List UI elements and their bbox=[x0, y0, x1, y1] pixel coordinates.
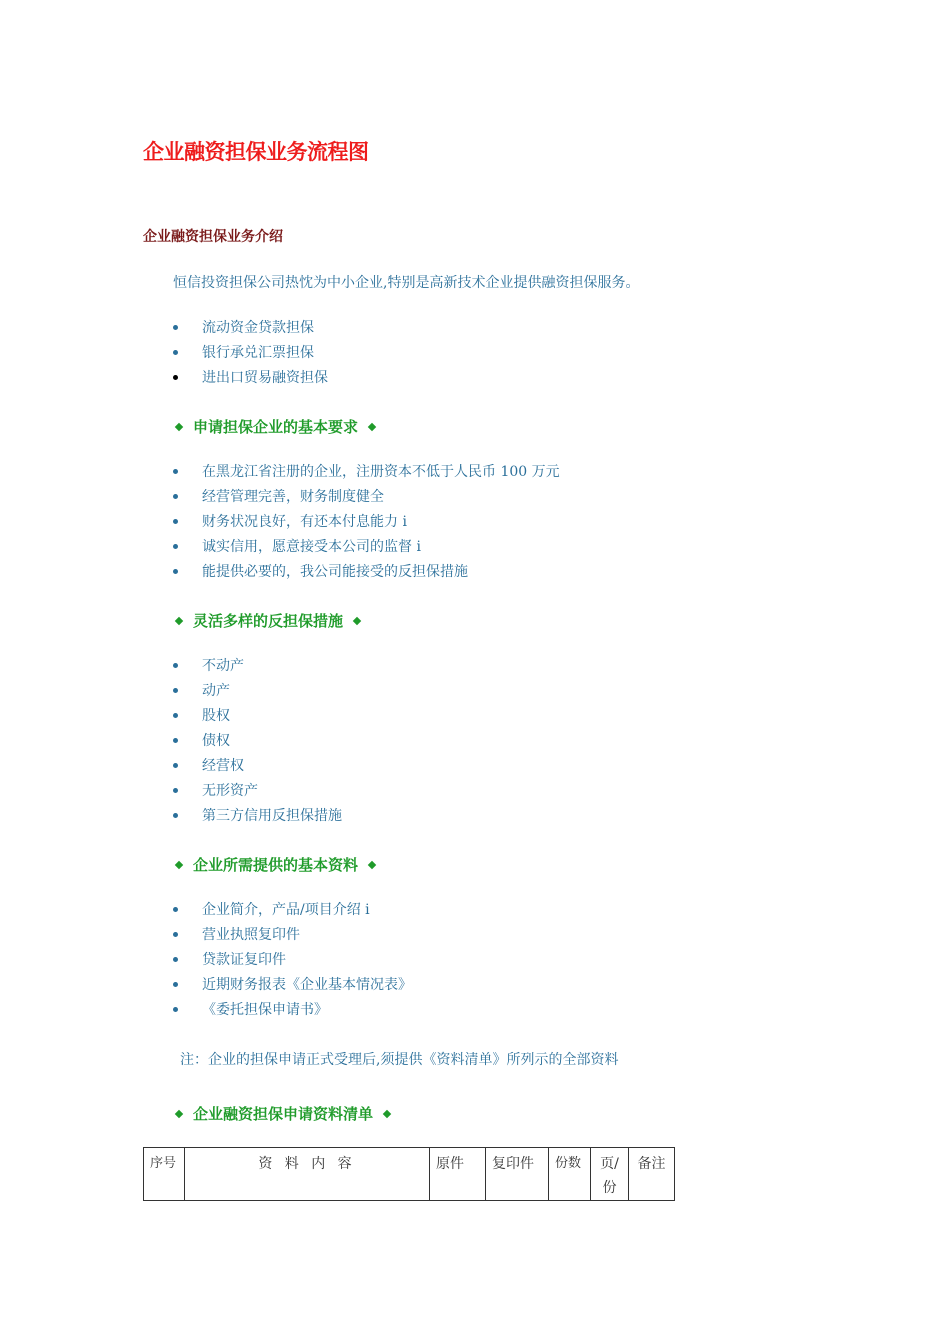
bullet-icon bbox=[173, 907, 178, 912]
diamond-icon bbox=[175, 422, 183, 430]
bullet-icon bbox=[173, 519, 178, 524]
bullet-icon bbox=[173, 544, 178, 549]
bullet-icon bbox=[173, 957, 178, 962]
bullet-icon bbox=[173, 325, 178, 330]
bullet-icon bbox=[173, 788, 178, 793]
list-item: 经营管理完善，财务制度健全 bbox=[171, 487, 560, 512]
list-item: 近期财务报表《企业基本情况表》 bbox=[171, 975, 412, 1000]
list-item: 第三方信用反担保措施 bbox=[171, 806, 342, 831]
bullet-icon bbox=[173, 375, 178, 380]
bullet-icon bbox=[173, 663, 178, 668]
note-text: 注：企业的担保申请正式受理后,须提供《资料清单》所列示的全部资料 bbox=[180, 1052, 619, 1068]
bullet-icon bbox=[173, 1007, 178, 1012]
list-item: 经营权 bbox=[171, 756, 342, 781]
bullet-icon bbox=[173, 982, 178, 987]
header-cell-pages: 页/份 bbox=[591, 1148, 629, 1201]
diamond-icon bbox=[175, 616, 183, 624]
diamond-icon bbox=[383, 1109, 391, 1117]
bullet-icon bbox=[173, 494, 178, 499]
bullet-icon bbox=[173, 763, 178, 768]
list-item: 《委托担保申请书》 bbox=[171, 1000, 412, 1025]
list-item: 不动产 bbox=[171, 656, 342, 681]
section-heading-checklist: 企业融资担保申请资料清单 bbox=[176, 1103, 390, 1124]
diamond-icon bbox=[368, 422, 376, 430]
list-item: 股权 bbox=[171, 706, 342, 731]
bullet-icon bbox=[173, 813, 178, 818]
bullet-icon bbox=[173, 469, 178, 474]
list-item: 营业执照复印件 bbox=[171, 925, 412, 950]
list-item: 能提供必要的，我公司能接受的反担保措施 bbox=[171, 562, 560, 587]
header-cell-remarks: 备注 bbox=[629, 1148, 675, 1201]
diamond-icon bbox=[368, 860, 376, 868]
list-item: 企业简介，产品/项目介绍 i bbox=[171, 900, 412, 925]
list-item: 在黑龙江省注册的企业，注册资本不低于人民币 100 万元 bbox=[171, 462, 560, 487]
diamond-icon bbox=[175, 860, 183, 868]
list-item: 流动资金贷款担保 bbox=[171, 318, 328, 343]
header-cell-copy: 复印件 bbox=[486, 1148, 549, 1201]
section-heading-requirements: 申请担保企业的基本要求 bbox=[176, 416, 375, 437]
intro-paragraph: 恒信投资担保公司热忱为中小企业,特别是高新技术企业提供融资担保服务。 bbox=[173, 275, 640, 291]
materials-checklist-table bbox=[143, 1147, 675, 1201]
list-item: 贷款证复印件 bbox=[171, 950, 412, 975]
document-title: 企业融资担保业务流程图 bbox=[143, 140, 369, 164]
bullet-icon bbox=[173, 713, 178, 718]
list-item: 无形资产 bbox=[171, 781, 342, 806]
section-heading-materials: 企业所需提供的基本资料 bbox=[176, 854, 375, 875]
list-item: 财务状况良好，有还本付息能力 i bbox=[171, 512, 560, 537]
list-item: 债权 bbox=[171, 731, 342, 756]
header-cell-index: 序号 bbox=[144, 1148, 185, 1201]
diamond-icon bbox=[175, 1109, 183, 1117]
header-cell-content: 资 料 内 容 bbox=[185, 1148, 430, 1201]
list-item: 动产 bbox=[171, 681, 342, 706]
section-heading-counter-guarantee: 灵活多样的反担保措施 bbox=[176, 610, 360, 631]
header-cell-copies: 份数 bbox=[549, 1148, 591, 1201]
bullet-icon bbox=[173, 350, 178, 355]
header-cell-original: 原件 bbox=[430, 1148, 486, 1201]
list-item: 诚实信用，愿意接受本公司的监督 i bbox=[171, 537, 560, 562]
requirements-list bbox=[171, 462, 560, 587]
services-list bbox=[171, 318, 328, 393]
bullet-icon bbox=[173, 569, 178, 574]
diamond-icon bbox=[353, 616, 361, 624]
counter-guarantee-list bbox=[171, 656, 342, 831]
list-item: 进出口贸易融资担保 bbox=[171, 368, 328, 393]
bullet-icon bbox=[173, 932, 178, 937]
list-item: 银行承兑汇票担保 bbox=[171, 343, 328, 368]
table-header-row bbox=[144, 1148, 675, 1201]
bullet-icon bbox=[173, 688, 178, 693]
intro-heading: 企业融资担保业务介绍 bbox=[143, 229, 283, 245]
materials-list bbox=[171, 900, 412, 1025]
bullet-icon bbox=[173, 738, 178, 743]
